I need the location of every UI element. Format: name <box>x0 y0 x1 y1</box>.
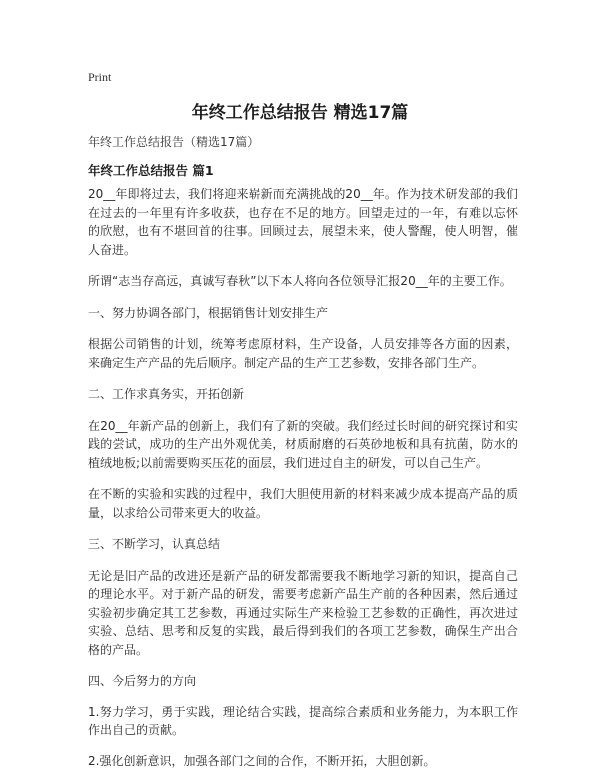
document-title: 年终工作总结报告 精选17篇 <box>191 103 409 123</box>
paragraph-learning: 无论是旧产品的改进还是新产品的研发都需要我不断地学习新的知识，提高自己的理论水平。对于新产品的研发，需要考虑新产品生产前的各种因素，然后通过实验初步确定其工艺参数，再通过实际生产来检验工艺参数的正确性，再次进过实验、总结、思考和反复的实践，最后得到我们的各项工艺参数，确保生产出合格的产品。 <box>88 568 518 657</box>
paragraph-innovation: 在20__年新产品的创新上，我们有了新的突破。我们经过长时间的研究探讨和实践的尝试，成功的生产出外观优美，材质耐磨的石英砂地板和具有抗菌，防水的植绒地板;以前需要购买压花的面层，我们进过自主的研发，可以自己生产。 <box>88 418 518 470</box>
heading-coordination: 一、努力协调各部门，根据销售计划安排生产 <box>88 305 329 320</box>
document-body <box>88 185 518 770</box>
document-subtitle: 年终工作总结报告（精选17篇） <box>88 135 260 149</box>
paragraph-report-lead: 所谓“志当存高远，真诚写春秋”以下本人将向各位领导汇报20__年的主要工作。 <box>88 274 512 288</box>
heading-learning: 三、不断学习，认真总结 <box>88 537 221 551</box>
paragraph-experiment: 在不断的实验和实践的过程中，我们大胆使用新的材料来减少成本提高产品的质量，以求给公司带来更大的收益。 <box>88 487 518 520</box>
paragraph-intro: 20__年即将过去，我们将迎来崭新而充满挑战的20__年。作为技术研发部的我们在过去的一年里有许多收获，也存在不足的地方。回望走过的一年，有难以忘怀的欣慰，也有不堪回首的往事。回顾过去，展望未来，使人警醒，使人明智，催人奋进。 <box>88 187 518 257</box>
paragraph-coordination: 根据公司销售的计划，统筹考虑原材料，生产设备，人员安排等各方面的因素，来确定生产产品的先后顺序。制定产品的生产工艺参数，安排各部门生产。 <box>88 337 518 370</box>
list-item-2: 2.强化创新意识，加强各部门之间的合作，不断开拓，大胆创新。 <box>88 753 436 768</box>
list-item-1: 1.努力学习，勇于实践，理论结合实践，提高综合素质和业务能力，为本职工作作出自己的贡献。 <box>88 704 518 737</box>
heading-innovation: 二、工作求真务实，开拓创新 <box>88 387 245 401</box>
heading-future: 四、今后努力的方向 <box>88 674 197 688</box>
section-title: 年终工作总结报告 篇1 <box>88 163 214 178</box>
print-label: Print <box>88 70 112 84</box>
